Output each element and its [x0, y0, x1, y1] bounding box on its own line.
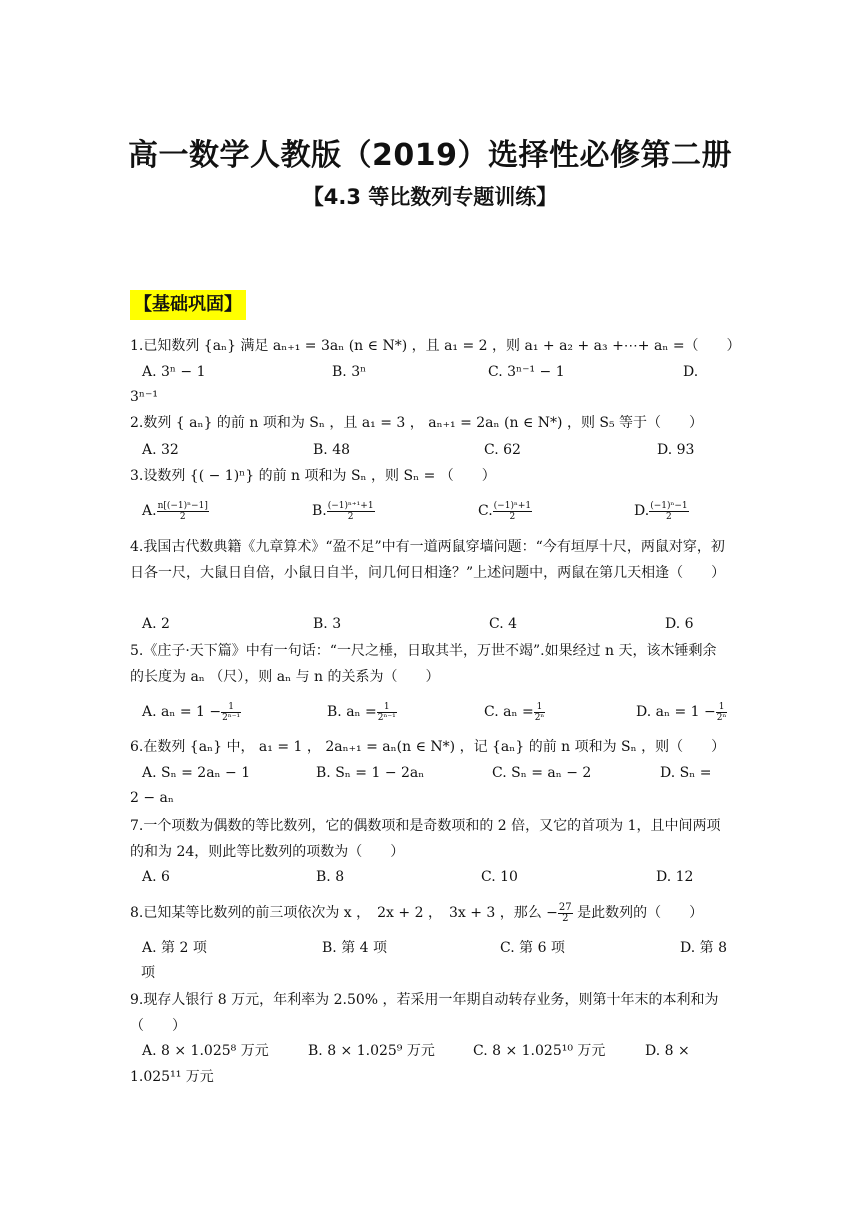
- fraction-numerator: (−1)ⁿ+1: [493, 500, 532, 511]
- question-9-option-d: D. 8 ×: [645, 1043, 690, 1059]
- question-7-option-c: C. 10: [481, 869, 518, 885]
- fraction: [649, 501, 688, 522]
- question-8-option-d-cont: 项: [141, 965, 155, 981]
- question-8-option-d: D. 第 8: [680, 940, 727, 956]
- page-subtitle: 【4.3 等比数列专题训练】: [302, 185, 558, 209]
- question-6-option-d-cont: 2 − aₙ: [130, 790, 174, 806]
- fraction: [221, 702, 241, 723]
- fraction-denominator: 2: [562, 912, 569, 924]
- fraction-denominator: 2ⁿ⁻¹: [222, 712, 241, 723]
- question-3-option-d: [634, 500, 689, 522]
- fraction-denominator: 2ⁿ: [716, 712, 727, 723]
- fraction-numerator: (−1)ⁿ−1: [650, 500, 688, 511]
- question-5-option-d: [636, 701, 727, 723]
- question-9-option-b: B. 8 × 1.025⁹ 万元: [308, 1043, 435, 1059]
- fraction-denominator: 2ⁿ⁻¹: [377, 712, 396, 723]
- fraction: [327, 501, 375, 522]
- fraction-numerator: 27: [558, 901, 572, 913]
- question-1-stem: 1.已知数列 {aₙ} 满足 aₙ₊₁ = 3aₙ (n ∈ N*) ，且 a₁ = 2 ，则 a₁ + a₂ + a₃ +⋯+ aₙ =（ ）: [130, 338, 741, 354]
- option-label: B. aₙ =: [327, 704, 377, 720]
- option-label: C.: [478, 503, 493, 519]
- option-label: D. aₙ = 1 −: [636, 704, 716, 720]
- question-1-option-c: C. 3ⁿ⁻¹ − 1: [488, 364, 565, 380]
- question-6-option-b: B. Sₙ = 1 − 2aₙ: [316, 765, 425, 781]
- question-5-option-c: [484, 701, 545, 723]
- question-5-stem: 5.《庄子·天下篇》中有一句话：“一尺之棰，日取其半，万世不竭”.如果经过 n 天，该木锤剩余的长度为 aₙ （尺），则 aₙ 与 n 的关系为（ ）: [130, 643, 717, 685]
- option-label: A.: [142, 503, 157, 519]
- fraction: [558, 903, 573, 924]
- fraction-numerator: 1: [534, 702, 546, 713]
- question-4-stem: 4.我国古代数典籍《九章算术》“盈不足”中有一道两鼠穿墙问题：“今有垣厚十尺，两鼠对穿，初日各一尺，大鼠日自倍，小鼠日自半，问几何日相逢？”上述问题中，两鼠在第几天相逢（ ）: [130, 539, 726, 581]
- question-7-option-a: A. 6: [142, 869, 170, 885]
- fraction-numerator: 1: [221, 702, 241, 713]
- fraction-numerator: n[(−1)ⁿ−1]: [157, 500, 208, 511]
- question-2-option-d: D. 93: [657, 442, 695, 458]
- question-9-option-c: C. 8 × 1.025¹⁰ 万元: [473, 1043, 606, 1059]
- question-3-option-a: [142, 500, 209, 522]
- question-2-stem: 2.数列 { aₙ} 的前 n 项和为 Sₙ ，且 a₁ = 3 ， aₙ₊₁ = 2aₙ (n ∈ N*) ，则 S₅ 等于（ ）: [130, 415, 704, 431]
- question-1-option-a: A. 3ⁿ − 1: [142, 364, 206, 380]
- fraction: [377, 702, 397, 723]
- fraction-denominator: 2: [509, 511, 516, 522]
- option-label: A. aₙ = 1 −: [142, 704, 222, 720]
- question-7-option-d: D. 12: [656, 869, 694, 885]
- question-6-option-c: C. Sₙ = aₙ − 2: [492, 765, 592, 781]
- fraction-numerator: (−1)ⁿ⁺¹+1: [327, 500, 374, 511]
- question-8-option-b: B. 第 4 项: [322, 940, 387, 956]
- stem-text: 8.已知某等比数列的前三项依次为 x ， 2x + 2 ， 3x + 3 ，那么 −: [130, 905, 558, 921]
- question-2-option-a: A. 32: [142, 442, 179, 458]
- question-9-stem: 9.现存人银行 8 万元，年利率为 2.50% ，若采用一年期自动转存业务，则第十年末的本利和为（ ）: [130, 992, 719, 1034]
- section-heading: 【基础巩固】: [130, 290, 246, 320]
- fraction-denominator: 2ⁿ: [534, 712, 545, 723]
- option-label: C. aₙ =: [484, 704, 534, 720]
- question-3-option-b: [312, 500, 375, 522]
- question-5-option-a: [142, 701, 241, 723]
- fraction: [534, 702, 546, 723]
- question-1-option-b: B. 3ⁿ: [332, 364, 367, 380]
- stem-tail: 是此数列的（ ）: [577, 905, 704, 921]
- page-title: 高一数学人教版（2019）选择性必修第二册: [128, 138, 732, 173]
- question-9-option-a: A. 8 × 1.025⁸ 万元: [142, 1043, 269, 1059]
- fraction: [493, 501, 532, 522]
- fraction-denominator: 2: [179, 511, 186, 522]
- question-1-option-d-cont: 3ⁿ⁻¹: [130, 389, 158, 405]
- question-6-option-d: D. Sₙ =: [660, 765, 712, 781]
- fraction: [157, 501, 209, 522]
- question-5-option-b: [327, 701, 397, 723]
- option-label: B.: [312, 503, 327, 519]
- question-4-option-a: A. 2: [142, 616, 170, 632]
- question-3-option-c: [478, 500, 532, 522]
- fraction-denominator: 2: [347, 511, 354, 522]
- question-4-option-b: B. 3: [313, 616, 342, 632]
- fraction: [716, 702, 728, 723]
- question-4-option-c: C. 4: [489, 616, 518, 632]
- question-6-stem: 6.在数列 {aₙ} 中， a₁ = 1 ， 2aₙ₊₁ = aₙ(n ∈ N*) ，记 {aₙ} 的前 n 项和为 Sₙ ，则（ ）: [130, 739, 726, 755]
- question-7-stem: 7.一个项数为偶数的等比数列，它的偶数项和是奇数项和的 2 倍，又它的首项为 1，且中间两项的和为 24，则此等比数列的项数为（ ）: [130, 818, 721, 860]
- question-1-option-d: D.: [683, 364, 699, 380]
- question-8-stem: [130, 900, 730, 926]
- fraction-numerator: 1: [716, 702, 728, 713]
- question-8-option-c: C. 第 6 项: [500, 940, 565, 956]
- option-label: D.: [634, 503, 650, 519]
- question-4-option-d: D. 6: [665, 616, 694, 632]
- question-9-option-d-cont: 1.025¹¹ 万元: [130, 1069, 214, 1085]
- question-6-option-a: A. Sₙ = 2aₙ − 1: [142, 765, 251, 781]
- question-2-option-b: B. 48: [313, 442, 351, 458]
- question-3-stem: 3.设数列 {( − 1)ⁿ} 的前 n 项和为 Sₙ ，则 Sₙ = （ ）: [130, 468, 496, 484]
- question-2-option-c: C. 62: [484, 442, 521, 458]
- question-7-option-b: B. 8: [316, 869, 345, 885]
- fraction-numerator: 1: [377, 702, 397, 713]
- fraction-denominator: 2: [666, 511, 672, 522]
- question-8-option-a: A. 第 2 项: [142, 940, 207, 956]
